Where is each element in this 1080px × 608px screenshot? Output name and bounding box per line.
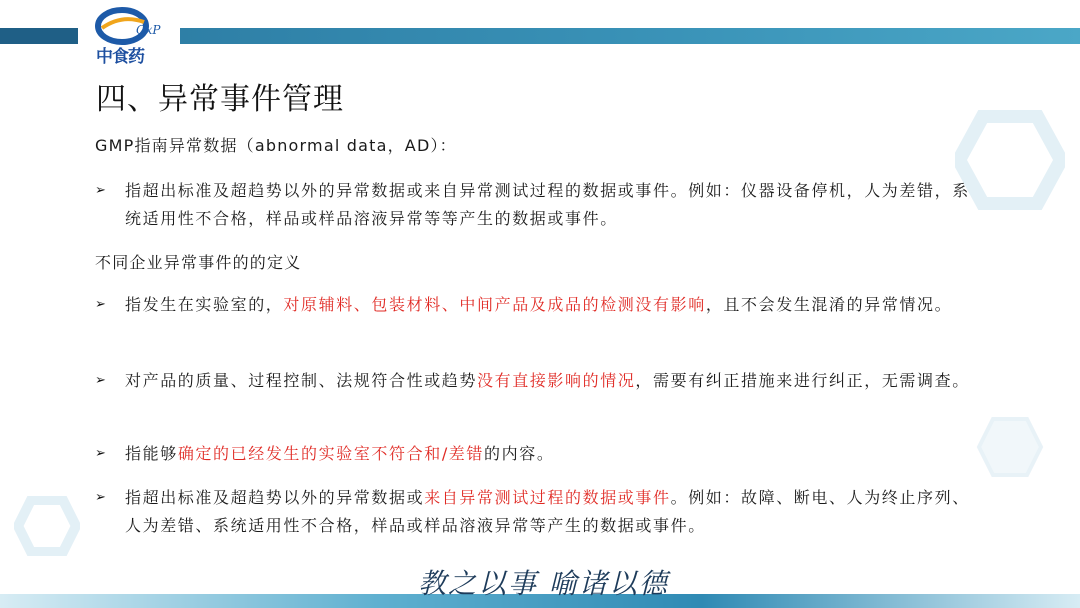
bullet-arrow-icon: ➢ [95,446,108,461]
highlight-text: 来自异常测试过程的数据或事件 [424,488,671,507]
logo-badge-text: GxP [136,23,161,37]
footer-slogan: 教之以事 喻诸以德 [418,567,669,600]
bullet-text: ，需要有纠正措施来进行纠正，无需调查。 [635,371,970,390]
hexagon-decoration [955,110,1065,210]
bullet-text: 。例如：故障、断电、人为终止序列、人为差错、系统适用性不合格，样品或样品溶液异常等产生的数据或事件。 [125,488,970,535]
bullet-arrow-icon: ➢ [95,183,108,198]
logo-name: 中食药 [96,47,144,67]
section-heading: 不同企业异常事件的的定义 [95,253,302,272]
highlight-text: 对原辅料、包装材料、中间产品及成品的检测没有影响 [283,295,706,314]
bullet-arrow-icon: ➢ [95,490,108,505]
bullet-text: 指超出标准及超趋势以外的异常数据或来自异常测试过程的数据或事件。例如：仪器设备停机，人为差错，系统适用性不合格，样品或样品溶液异常等等产生的数据或事件。 [125,181,970,228]
bullet-def-1 [95,291,975,319]
highlight-text: 没有直接影响的情况 [477,371,636,390]
bullet-text: 指能够 [125,444,178,463]
header-bar-right [180,28,1080,44]
bullet-text: 指发生在实验室的， [125,295,284,314]
bullet-text: 的内容。 [484,444,555,463]
highlight-text: 确定的已经发生的实验室不符合和/差错 [177,444,485,463]
bullet-text: 指超出标准及超趋势以外的异常数据或 [125,488,425,507]
bullet-def-2 [95,367,975,395]
page-title: 四、异常事件管理 [96,82,344,117]
hexagon-decoration [14,496,80,556]
bullet-text: 对产品的质量、过程控制、法规符合性或趋势 [125,371,478,390]
bullet-def-3 [95,440,975,468]
bullet-def-4 [95,484,975,540]
bullet-arrow-icon: ➢ [95,297,108,312]
intro-text: GMP指南异常数据（abnormal data，AD）： [95,136,457,155]
bullet-text: ，且不会发生混淆的异常情况。 [705,295,953,314]
bullet-arrow-icon: ➢ [95,373,108,388]
hexagon-decoration [975,415,1045,479]
header-bar-left [0,28,78,44]
bullet-gmp-1 [95,177,975,233]
